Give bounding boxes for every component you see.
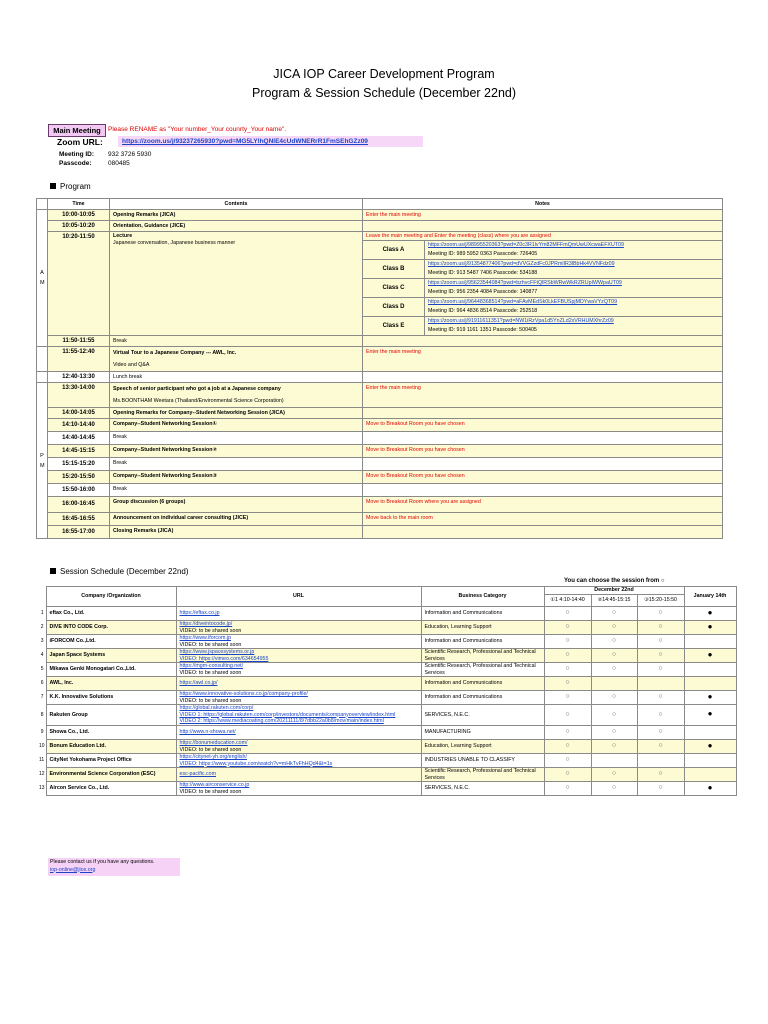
available-circle-icon: ○ [611,693,617,701]
passcode-value: 080485 [108,160,130,167]
page-subtitle: Program & Session Schedule (December 22nd) [251,86,517,100]
class-row-c: Class C https://zoom.us/j/95623544084?pwd=bzhvcFFtQlRSbWRwWkRZRUpIWWpaUT09 Meeting ID: 956 2354 4084 Passcode: 140877 [37,279,723,298]
program-row: A M 10:00-10:05 Opening Remarks (JICA) Enter the main meeting [37,210,723,221]
table-row: 6 AWL, Inc. https://awl.co.jp/ Information and Communications ○ [36,677,736,691]
available-circle-icon: ○ [658,609,663,617]
session-header-row: Company /Organization URL Business Category December 22nd January 14th [36,587,736,595]
table-row: 11 CityNet Yokohama Project Office https://citynet-yh.org/english/ VIDEO: https://www.youtube.com/watch?v=mHkTvFhHQd4&t=1s INDUSTRIES UNABLE TO CLASSIFY ○ [36,754,736,768]
program-heading: Program [50,182,91,191]
company-video-link[interactable]: VIDEO: https://vimeo.com/634654955 [179,655,269,662]
program-row: P M 13:30-14:00 Speech of senior participant who got a job at a Japanese company Ms.BOONTHAM Weetara (Thailand/Environmental Science Corporation) Enter the main meeting [37,383,723,408]
program-row: 16:45-16:55 Announcement on individual career consulting (JICE) Move back to the main room [37,513,723,526]
available-circle-icon: ○ [565,693,570,701]
meeting-id-label: Meeting ID: [59,151,95,158]
class-row-a: Class A https://zoom.us/j/98995520363?pwd=Z0c3R1lvYm82MFFmQmUwUXcwaEFXUT09 Meeting ID: 989 5952 0363 Passcode: 726405 [37,241,723,260]
zoom-url-link[interactable]: https://zoom.us/j/93237265930?pwd=MG5LYlhQNlE4cUdWNERrR1FmSEhGZz09 [122,138,368,145]
program-row: 14:10-14:40 Company--Student Networking Session① Move to Breakout Room you have chosen [37,419,723,432]
available-circle-icon: ○ [658,665,663,673]
filled-dot-icon: ● [707,607,713,617]
company-url-link[interactable]: https://bonumeducation.com/ [179,740,248,746]
table-row: 9 Showa Co., Ltd. http://www.n-showa.net/ MANUFACTURING ○ ○ ○ [36,726,736,740]
header-time: Time [48,199,110,210]
filled-dot-icon: ● [707,782,713,792]
available-circle-icon: ○ [565,609,570,617]
available-circle-icon: ○ [565,756,570,764]
header-notes: Notes [363,199,723,210]
program-row: 15:50-16:00 Break [37,484,723,497]
available-circle-icon: ○ [658,770,663,778]
square-bullet-icon [50,568,56,574]
table-row: 2 DIVE INTO CODE Corp. https://diveintocode.jp/ VIDEO: to be shared soon Education, Learning Support ○ ○ ○ ● [36,621,736,635]
filled-dot-icon: ● [707,709,713,719]
table-row: 12 Environmental Science Corporation (ESC) esc-pacific.com Scientific Research, Professional and Technical Services ○ ○ ○ [36,768,736,782]
page-title: JICA IOP Career Development Program [273,67,495,81]
company-video-link[interactable]: VIDEO 2: https://www.mediacoating.com/20211111/8/7dbb22a0b8/mov/main/index.html [179,718,384,724]
class-c-link[interactable]: https://zoom.us/j/95623544084?pwd=bzhvcFFtQlRSbWRwWkRZRUpIWWpaUT09 [428,280,622,286]
available-circle-icon: ○ [565,651,570,659]
company-url-link[interactable]: http://www.n-showa.net/ [179,729,236,736]
square-bullet-icon [50,183,56,189]
table-row: 1 eftax Co., Ltd. https://eftax.co.jp Information and Communications ○ ○ ○ ● [36,607,736,621]
program-row: 16:00-16:45 Group discussion (6 groups) Move to Breakout Room where you are assigned [37,497,723,513]
available-circle-icon: ○ [658,637,663,645]
pm-label: P M [37,383,48,539]
company-url-link[interactable]: https://citynet-yh.org/english/ [179,754,247,760]
company-video-link[interactable]: VIDEO 1: https://global.rakuten.com/corp/investors/documents/companyoverview/index.html [179,711,396,718]
class-a-link[interactable]: https://zoom.us/j/98995520363?pwd=Z0c3R1lvYm82MFFmQmUwUXcwaEFXUT09 [428,242,624,248]
available-circle-icon: ○ [565,710,570,718]
class-row-e: Class E https://zoom.us/j/91911611351?pwd=NW1iRzVpa1d5YnZLd2xVRHUMXhrZz09 Meeting ID: 919 1161 1351 Passcode: 500405 [37,317,723,336]
class-b-link[interactable]: https://zoom.us/j/91354877406?pwd=dVVGZzdFc0JPRmlIR3lBbHk4VVNFdz09 [428,261,615,267]
contact-box [48,858,180,876]
company-url-link[interactable]: esc-pacific.com [179,771,216,778]
zoom-url-label: Zoom URL: [57,137,103,147]
company-url-link[interactable]: https://www.innovative-solutions.co.jp/company-profile/ [179,691,308,697]
program-row-lecture: 10:20-11:50 Lecture Japanese conversation, Japanese business manner Leave the main meeting and Enter the meeting (class) where you are assigned [37,232,723,241]
available-circle-icon: ○ [565,770,570,778]
available-circle-icon: ○ [565,679,570,687]
company-url-link[interactable]: https://www.iforcom.jp [179,635,232,641]
table-row: 7 K.K. Innovative Solutions https://www.innovative-solutions.co.jp/company-profile/ VIDEO: to be shared soon Information and Communications ○ ○ ○ ● [36,691,736,705]
program-row: 11:55-12:40 Virtual Tour to a Japanese Company --- AWL, Inc. Video and Q&A Enter the main meeting [37,347,723,372]
filled-dot-icon: ● [707,691,713,701]
class-row-b: Class B https://zoom.us/j/91354877406?pwd=dVVGZzdFc0JPRmlIR3lBbHk4VVNFdz09 Meeting ID: 913 5487 7406 Passcode: 534188 [37,260,723,279]
available-circle-icon: ○ [658,742,663,750]
filled-dot-icon: ● [707,649,713,659]
session-table: Company /Organization URL Business Category December 22nd January 14th ①1 4:10-14:40 ②14:45-15:15 ③15:20-15:50 1 eftax Co., Ltd. https://eftax.co.jp Information and Communications ○ ○ ○ ● 2 DIVE INTO CODE Corp. https://diveintocode.jp/ VIDEO: to be shared soon Education, Learning Support ○ ○ ○ ● 3 iFORCOM Co.,Ltd. https://www.iforcom.jp VIDEO: to be shared soon Information and Communications ○ ○ ○ 4 Japan Space Systems https://www.jspacesystems.or.jp VIDEO: https://vimeo.com/634654955 Scientific Research, Professional and Technical Services ○ ○ ○ ● 5 Mikawa Genki Monogatari Co.,Ltd. https://mgm-consulting.net/ VIDEO: to be shared soon Scientific Research, Professional and Technical Services ○ ○ ○ 6 AWL, Inc. https://awl.co.jp/ Information and Communications ○ 7 K.K. Innovative Solutions https://www.innovative-solutions.co.jp/company-profile/ VIDEO: to be shared soon Information and Communications ○ ○ ○ ● 8 Rakuten Group https://global.rakuten.com/corp/ VIDEO 1: https://global.rakuten.com/corp/investors/documents/companyoverview/index.html VIDEO 2: https://www.mediacoating.com/20211111/8/7dbb22a0b8/mov/main/index.html SERVICES, N.E.C. ○ ○ ○ ● 9 Showa Co., Ltd. http://www.n-showa.net/ MANUFACTURING ○ ○ ○ 10 Bonum Education Ltd. https://bonumeducation.com/ VIDEO: to be shared soon Education, Learning Support ○ ○ ○ ● 11 CityNet Yokohama Project Office https://citynet-yh.org/english/ VIDEO: https://www.youtube.com/watch?v=mHkTvFhHQd4&t=1s INDUSTRIES UNABLE TO CLASSIFY ○ 12 Environmental Science Corporation (ESC) esc-pacific.com Scientific Research, Professional and Technical Services ○ ○ ○ 13 Aircon Service Co., Ltd. http://www.airconservice.co.jp VIDEO: to be shared soon SERVICES, N.E.C. ○ ○ ○ ● [36,586,737,796]
available-circle-icon: ○ [565,637,570,645]
program-row: 11:50-11:55 Break [37,336,723,347]
program-row: 12:40-13:30 Lunch break [37,372,723,383]
available-circle-icon: ○ [565,784,570,792]
table-row: 10 Bonum Education Ltd. https://bonumeducation.com/ VIDEO: to be shared soon Education, Learning Support ○ ○ ○ ● [36,740,736,754]
meeting-id-value: 932 3726 5930 [108,151,152,158]
available-circle-icon: ○ [611,609,617,617]
header-blank [37,199,48,210]
available-circle-icon: ○ [658,693,663,701]
available-circle-icon: ○ [658,728,663,736]
program-row: 14:45-15:15 Company--Student Networking Session② Move to Breakout Room you have chosen [37,445,723,458]
table-row: 13 Aircon Service Co., Ltd. http://www.airconservice.co.jp VIDEO: to be shared soon SERVICES, N.E.C. ○ ○ ○ ● [36,782,736,796]
passcode-label: Passcode: [59,160,92,167]
available-circle-icon: ○ [611,784,617,792]
main-meeting-label: Main Meeting [48,124,106,137]
class-d-link[interactable]: https://zoom.us/j/96448368514?pwd=aFAvMEdSk0LkEFBUSpjMDYwaVYzQT09 [428,299,618,305]
available-circle-icon: ○ [658,710,663,718]
available-circle-icon: ○ [611,742,617,750]
session-heading: Session Schedule (December 22nd) [50,567,189,576]
table-row: 5 Mikawa Genki Monogatari Co.,Ltd. https://mgm-consulting.net/ VIDEO: to be shared soon Scientific Research, Professional and Technical Services ○ ○ ○ [36,663,736,677]
program-header-row [37,199,723,210]
program-row: 15:20-15:50 Company--Student Networking Session③ Move to Breakout Room you have chosen [37,471,723,484]
available-circle-icon: ○ [658,784,663,792]
available-circle-icon: ○ [611,665,617,673]
available-circle-icon: ○ [565,665,570,673]
company-video-link[interactable]: VIDEO: https://www.youtube.com/watch?v=mHkTvFhHQd4&t=1s [179,760,333,767]
available-circle-icon: ○ [565,728,570,736]
rename-note: Please RENAME as "Your number_Your counrty_Your name". [108,126,287,133]
available-circle-icon: ○ [658,623,663,631]
available-circle-icon: ○ [611,651,617,659]
program-row: 10:05-10:20 Orientation, Guidance (JICE) [37,221,723,232]
program-row: 16:55-17:00 Closing Remarks (JICA) [37,526,723,539]
contact-email-link[interactable]: iop-online@jice.org [50,866,96,873]
program-table [36,198,723,539]
available-circle-icon: ○ [611,637,617,645]
available-circle-icon: ○ [565,623,570,631]
table-row: 8 Rakuten Group https://global.rakuten.com/corp/ VIDEO 1: https://global.rakuten.com/corp/investors/documents/companyoverview/index.html VIDEO 2: https://www.mediacoating.com/20211111/8/7dbb22a0b8/mov/main/index.html SERVICES, N.E.C. ○ ○ ○ ● [36,705,736,726]
header-contents: Contents [110,199,363,210]
program-row: 15:15-15:20 Break [37,458,723,471]
class-e-link[interactable]: https://zoom.us/j/91911611351?pwd=NW1iRzVpa1d5YnZLd2xVRHUMXhrZz09 [428,318,614,324]
company-url-link[interactable]: https://www.jspacesystems.or.jp [179,649,255,655]
company-url-link[interactable]: https://diveintocode.jp/ [179,621,233,627]
filled-dot-icon: ● [707,740,713,750]
company-url-link[interactable]: https://global.rakuten.com/corp/ [179,705,254,711]
class-row-d: Class D https://zoom.us/j/96448368514?pwd=aFAvMEdSk0LkEFBUSpjMDYwaVYzQT09 Meeting ID: 964 4836 8514 Passcode: 252518 [37,298,723,317]
company-url-link[interactable]: http://www.airconservice.co.jp [179,782,250,788]
table-row: 3 iFORCOM Co.,Ltd. https://www.iforcom.jp VIDEO: to be shared soon Information and Communications ○ ○ ○ [36,635,736,649]
available-circle-icon: ○ [565,742,570,750]
choose-note: You can choose the session from ○ [564,578,665,584]
company-url-link[interactable]: https://mgm-consulting.net/ [179,663,244,669]
company-url-link[interactable]: https://awl.co.jp/ [179,680,218,687]
program-row: 14:00-14:05 Opening Remarks for Company--Student Networking Session (JICA) [37,408,723,419]
available-circle-icon: ○ [611,770,617,778]
table-row: 4 Japan Space Systems https://www.jspacesystems.or.jp VIDEO: https://vimeo.com/634654955 Scientific Research, Professional and Technical Services ○ ○ ○ ● [36,649,736,663]
company-url-link[interactable]: https://eftax.co.jp [179,610,220,617]
available-circle-icon: ○ [611,710,617,718]
available-circle-icon: ○ [611,623,617,631]
available-circle-icon: ○ [658,651,663,659]
contact-text: Please contact us if you have any questions. [50,859,155,865]
available-circle-icon: ○ [611,728,617,736]
program-row: 14:40-14:45 Break [37,432,723,445]
filled-dot-icon: ● [707,621,713,631]
am-label: A M [37,210,48,347]
